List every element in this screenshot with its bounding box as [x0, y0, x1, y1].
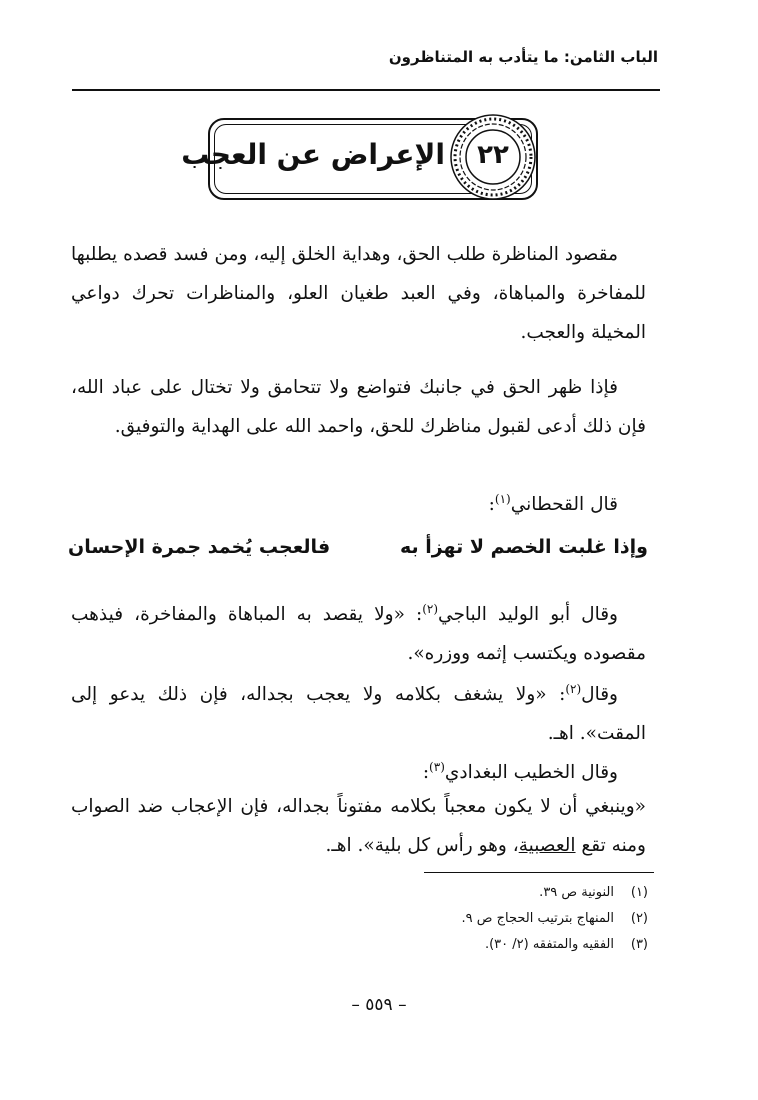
qahtani-intro: قال القحطاني — [510, 494, 618, 516]
paragraph-5 — [71, 787, 646, 865]
footnote-item — [348, 880, 648, 906]
chapter-title: الإعراض عن العجب — [181, 138, 445, 171]
khatib-quote-b: ، وهو رأس كل بلية». اهـ. — [325, 835, 519, 856]
baji-intro: وقال أبو الوليد الباجي — [438, 604, 618, 626]
footnote-item — [348, 932, 648, 958]
footnote-ref-2: (٢) — [422, 602, 439, 616]
paragraph-4 — [71, 670, 646, 753]
footnote-item — [348, 906, 648, 932]
footnote-ref-3: (٣) — [429, 760, 445, 774]
khatib-intro: وقال الخطيب البغدادي — [444, 762, 618, 784]
khatib-quote-underlined: العصبية — [518, 835, 576, 856]
khatib-line — [423, 748, 618, 792]
paragraph-2 — [71, 368, 646, 446]
baji-quote-2: : «ولا يشغف بكلامه ولا يعجب بجداله، فإن ذلك يدعو إلى المقت». اهـ. — [71, 684, 646, 745]
page-number: – ٥٥٩ – — [351, 995, 407, 1015]
baji-quote: : «ولا يقصد به المباهاة والمفاخرة، فيذهب مقصوده ويكتسب إثمه ووزره». — [71, 604, 646, 665]
chapter-number-rosette — [448, 112, 538, 202]
paragraph-2-text: فإذا ظهر الحق في جانبك فتواضع ولا تتحامق ولا تختال على عباد الله، فإن ذلك أدعى لقبول مناظرك للحق، واحمد الله على الهداية والتوفيق. — [71, 377, 646, 437]
verse-hemistich-2: فالعجب يُخمد جمرة الإحسان — [68, 536, 331, 558]
qahtani-line — [489, 480, 618, 524]
footnote-ref-2b: (٢) — [565, 682, 582, 696]
baji-intro-2: وقال — [581, 684, 618, 706]
khatib-quote-a: «وينبغي أن لا يكون معجباً بكلامه مفتوناً بجداله، فإن الإعجاب ضد الصواب ومنه تقع — [71, 796, 646, 856]
paragraph-1 — [71, 235, 646, 352]
verse-hemistich-1: وإذا غلبت الخصم لا تهزأ به — [399, 536, 648, 558]
chapter-number: ٢٢ — [477, 140, 509, 170]
footnote-text: الفقيه والمتفقه (٢/ ٣٠). — [484, 937, 614, 952]
footnotes — [348, 880, 648, 958]
poem-verse — [68, 536, 648, 576]
paragraph-3 — [71, 590, 646, 673]
footnote-text: المنهاج بترتيب الحجاج ص ٩. — [461, 911, 614, 926]
footnote-number: (٣) — [630, 937, 648, 952]
footnote-number: (٢) — [630, 911, 648, 926]
khatib-colon: : — [422, 762, 430, 784]
header-rule — [72, 89, 660, 91]
paragraph-1-text: مقصود المناظرة طلب الحق، وهداية الخلق إليه، ومن فسد قصده يطلبها للمفاخرة والمباهاة، وفي العبد طغيان العلو، والمناظرات تحرك دواعي المخيلة والعجب. — [71, 244, 646, 343]
chapter-title-box — [181, 118, 538, 200]
footnote-separator — [424, 872, 654, 873]
running-header: الباب الثامن: ما يتأدب به المتناظرون — [388, 48, 658, 66]
qahtani-colon: : — [488, 494, 495, 516]
footnote-ref-1: (١) — [494, 492, 511, 506]
footnote-text: النونية ص ٣٩. — [539, 885, 614, 900]
footnote-number: (١) — [630, 885, 648, 900]
